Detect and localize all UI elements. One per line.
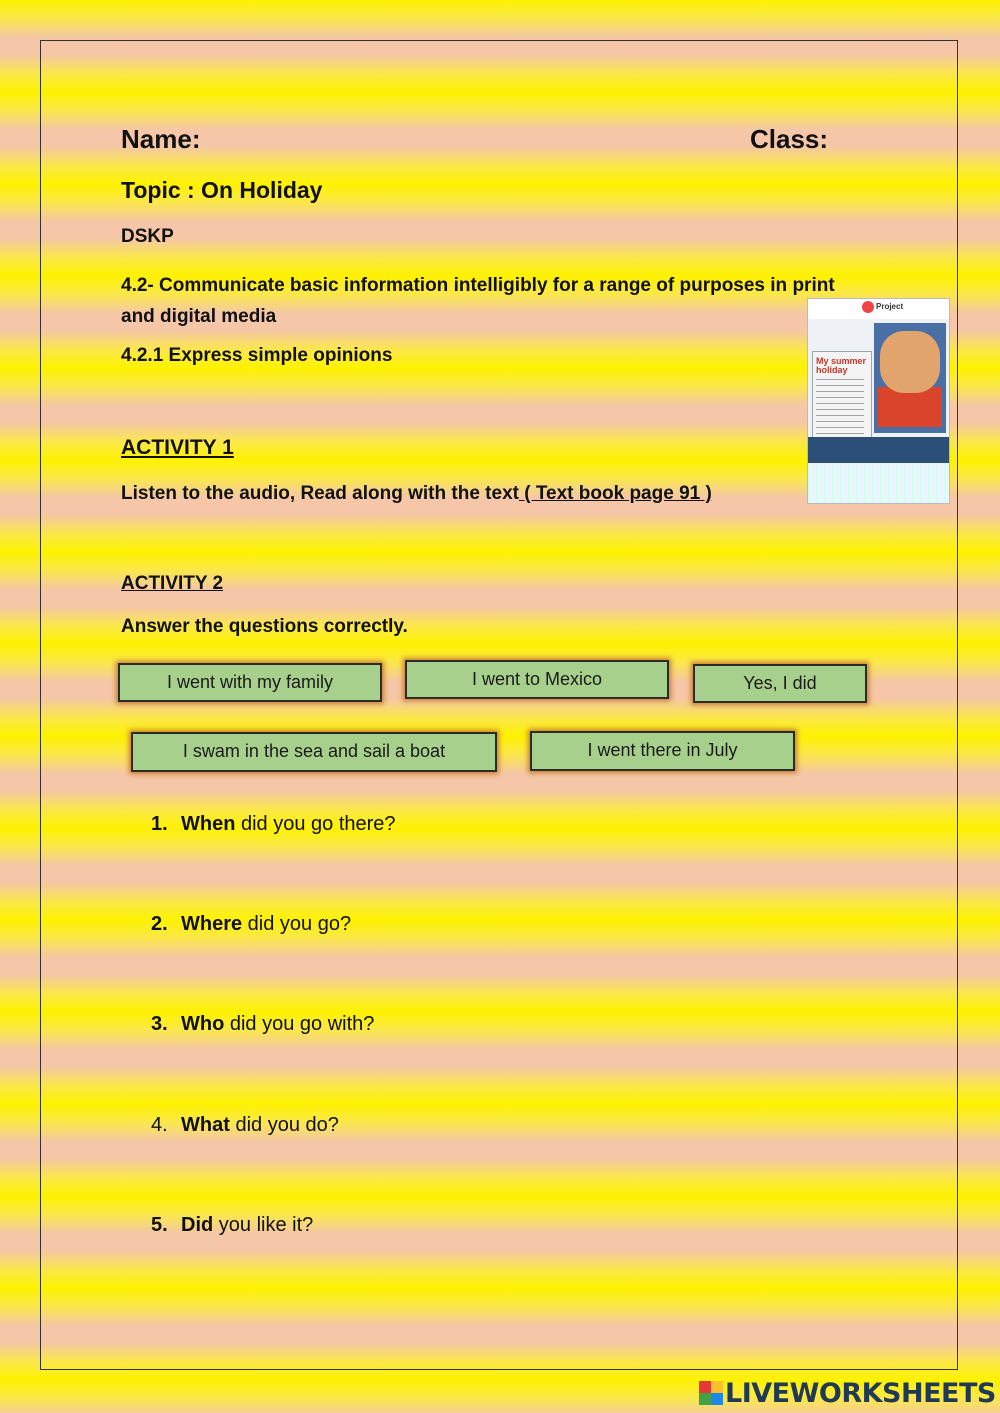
instruction-text: Listen to the audio, Read along with the text (121, 483, 519, 504)
thumbnail-header: Project (876, 302, 904, 311)
worksheet-frame (40, 40, 958, 1370)
question-number: 2. (151, 913, 168, 935)
question-keyword: What (181, 1114, 230, 1136)
answer-chip[interactable]: I went to Mexico (405, 660, 669, 699)
activity-1-instruction (121, 483, 712, 505)
question-text: did you go? (242, 913, 352, 935)
question-keyword: Did (181, 1214, 214, 1236)
textbook-page-thumbnail (807, 298, 950, 504)
question-text: you like it? (213, 1214, 314, 1236)
answer-chip[interactable]: I swam in the sea and sail a boat (131, 732, 497, 772)
dskp-label: DSKP (121, 226, 174, 247)
standard-4-2-1: 4.2.1 Express simple opinions (121, 345, 393, 366)
standard-4-2: 4.2- Communicate basic information intelligibly for a range of purposes in print and digital media (121, 275, 835, 327)
question-4 (151, 1114, 339, 1137)
answer-chip[interactable]: I went with my family (118, 663, 382, 702)
activity-2-instruction: Answer the questions correctly. (121, 616, 408, 637)
question-2 (151, 913, 351, 936)
name-label: Name: (121, 124, 201, 154)
question-number: 1. (151, 813, 168, 835)
class-label: Class: (750, 124, 829, 154)
question-text: did you go there? (235, 813, 396, 835)
activity-1-title: ACTIVITY 1 (121, 436, 234, 459)
liveworksheets-logo-icon (699, 1381, 723, 1405)
answer-chip[interactable]: I went there in July (530, 731, 795, 771)
textbook-reference: ( Text book page 91 ) (518, 483, 712, 504)
question-keyword: When (181, 813, 236, 835)
question-keyword: Who (181, 1013, 225, 1035)
logo-text: LIVEWORKSHEETS (725, 1377, 996, 1409)
question-3 (151, 1013, 374, 1036)
question-keyword: Where (181, 913, 243, 935)
answer-chip[interactable]: Yes, I did (693, 664, 867, 703)
question-text: did you go with? (224, 1013, 375, 1035)
activity-2-title: ACTIVITY 2 (121, 573, 224, 594)
thumbnail-title: My summer holiday (816, 356, 867, 375)
question-text: did you do? (229, 1114, 339, 1136)
question-number: 4. (151, 1114, 168, 1136)
question-1 (151, 813, 396, 836)
question-number: 3. (151, 1013, 168, 1035)
question-number: 5. (151, 1214, 168, 1236)
topic-heading: Topic : On Holiday (121, 177, 323, 203)
liveworksheets-logo[interactable] (699, 1377, 996, 1409)
boy-photo (880, 331, 940, 393)
star-icon (862, 301, 874, 313)
question-5 (151, 1214, 313, 1237)
